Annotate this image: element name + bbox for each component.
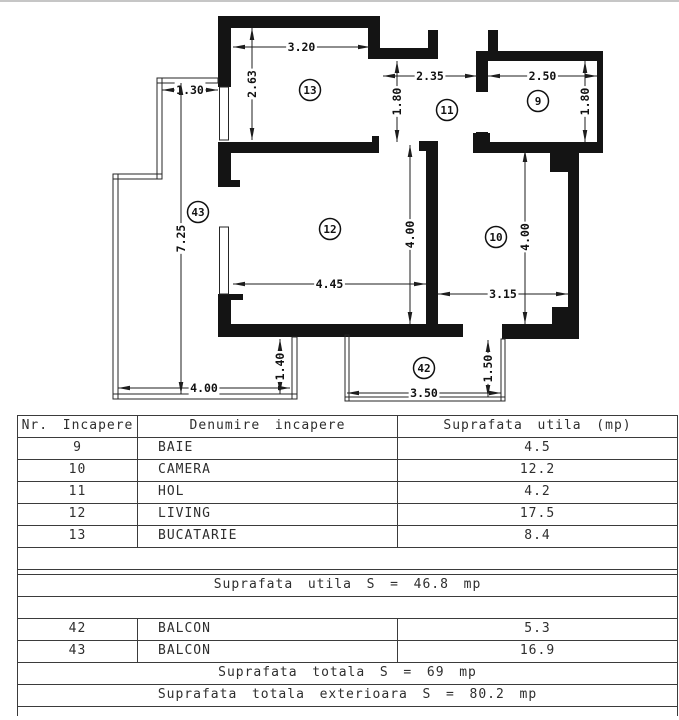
room-number-text: 43 bbox=[191, 206, 205, 219]
room-area: 5.3 bbox=[398, 619, 678, 641]
wall bbox=[372, 136, 379, 142]
room-number-marker bbox=[188, 202, 209, 223]
wall bbox=[218, 294, 243, 300]
floor-plan bbox=[0, 2, 679, 415]
room-number-marker bbox=[486, 227, 507, 248]
svg-text:4.00: 4.00 bbox=[190, 381, 218, 395]
room-name: LIVING bbox=[138, 504, 398, 526]
dimension-label bbox=[518, 222, 533, 253]
room-nr: 12 bbox=[18, 504, 138, 526]
room-name: CAMERA bbox=[138, 460, 398, 482]
summary-utila-text: Suprafata utila S = 46.8 mp bbox=[18, 575, 678, 597]
dimension-label bbox=[409, 386, 440, 401]
total-text: Suprafata totala S = 69 mp bbox=[18, 663, 678, 685]
areas-table bbox=[17, 415, 678, 716]
svg-text:1.80: 1.80 bbox=[390, 87, 404, 116]
dimension-label bbox=[273, 351, 288, 382]
room-name: BALCON bbox=[138, 619, 398, 641]
wall bbox=[428, 30, 438, 50]
room-name: BALCON bbox=[138, 641, 398, 663]
wall bbox=[597, 51, 603, 152]
table-row bbox=[18, 526, 678, 548]
room-number-marker bbox=[300, 80, 321, 101]
room-number-text: 42 bbox=[417, 362, 431, 375]
balcony43-wall bbox=[113, 174, 118, 399]
svg-text:7.25: 7.25 bbox=[174, 224, 188, 253]
svg-text:2.35: 2.35 bbox=[416, 69, 444, 83]
total-ext-text: Suprafata totala exterioara S = 80.2 mp bbox=[18, 685, 678, 707]
wall bbox=[218, 324, 463, 337]
dimension-label bbox=[403, 219, 418, 250]
room-number-text: 10 bbox=[489, 231, 503, 244]
svg-text:4.00: 4.00 bbox=[403, 220, 417, 249]
table-row bbox=[18, 619, 678, 641]
svg-text:1.30: 1.30 bbox=[176, 83, 204, 97]
header-nr: Nr. Incapere bbox=[18, 416, 138, 438]
wall bbox=[218, 180, 240, 187]
dimension-label bbox=[245, 69, 260, 100]
room-nr: 10 bbox=[18, 460, 138, 482]
svg-text:3.20: 3.20 bbox=[287, 40, 316, 54]
cutoff-row bbox=[18, 707, 678, 717]
summary-utila-row bbox=[18, 575, 678, 597]
svg-text:2.63: 2.63 bbox=[245, 70, 259, 98]
dimension-label bbox=[314, 277, 345, 292]
wall bbox=[476, 61, 488, 92]
room-rows bbox=[18, 438, 678, 548]
wall bbox=[218, 142, 379, 153]
svg-text:4.00: 4.00 bbox=[518, 223, 532, 251]
dimension-label bbox=[175, 83, 206, 98]
room-number-marker bbox=[437, 100, 458, 121]
room-number-marker bbox=[320, 219, 341, 240]
svg-text:3.15: 3.15 bbox=[489, 287, 517, 301]
summary-rows bbox=[18, 548, 678, 619]
svg-text:1.50: 1.50 bbox=[481, 354, 495, 383]
wall bbox=[419, 141, 426, 151]
balcony43-wall bbox=[292, 337, 297, 399]
balcony42-wall bbox=[345, 335, 349, 401]
room-name: BAIE bbox=[138, 438, 398, 460]
dimension-label bbox=[189, 381, 220, 396]
room-nr: 9 bbox=[18, 438, 138, 460]
room-number-text: 13 bbox=[303, 84, 317, 97]
room-nr: 11 bbox=[18, 482, 138, 504]
room-name: HOL bbox=[138, 482, 398, 504]
table-row bbox=[18, 641, 678, 663]
room-area: 4.2 bbox=[398, 482, 678, 504]
table-row bbox=[18, 460, 678, 482]
wall bbox=[218, 16, 231, 87]
svg-text:4.45: 4.45 bbox=[315, 277, 344, 291]
wall bbox=[218, 16, 375, 28]
dimension-label bbox=[578, 86, 593, 117]
room-area: 4.5 bbox=[398, 438, 678, 460]
dimension-label bbox=[488, 287, 519, 302]
table-row bbox=[18, 504, 678, 526]
room-area: 8.4 bbox=[398, 526, 678, 548]
room-area: 12.2 bbox=[398, 460, 678, 482]
wall bbox=[476, 51, 603, 61]
wall bbox=[426, 141, 438, 324]
dimension-label bbox=[481, 353, 496, 384]
empty-row bbox=[18, 597, 678, 619]
balcony-outline-layer bbox=[113, 78, 505, 401]
kitchen-window bbox=[220, 87, 229, 140]
balcony43-wall bbox=[113, 174, 162, 179]
balcony-rows bbox=[18, 619, 678, 663]
dimension-label bbox=[390, 86, 405, 117]
dimension-label bbox=[286, 40, 317, 55]
balcony42-wall bbox=[501, 339, 505, 401]
room-area: 17.5 bbox=[398, 504, 678, 526]
svg-text:1.80: 1.80 bbox=[578, 87, 592, 116]
svg-text:3.50: 3.50 bbox=[410, 386, 438, 400]
wall bbox=[488, 30, 498, 51]
svg-text:2.50: 2.50 bbox=[528, 69, 557, 83]
room-nr: 43 bbox=[18, 641, 138, 663]
empty-row bbox=[18, 548, 678, 570]
dimension-label bbox=[415, 69, 446, 84]
room-nr: 13 bbox=[18, 526, 138, 548]
table-row bbox=[18, 482, 678, 504]
wall bbox=[368, 48, 438, 59]
total-row bbox=[18, 663, 678, 685]
room-name: BUCATARIE bbox=[138, 526, 398, 548]
wall bbox=[476, 142, 550, 149]
table-header-row bbox=[18, 416, 678, 438]
room-nr: 42 bbox=[18, 619, 138, 641]
wall bbox=[218, 294, 231, 337]
header-suprafata: Suprafata utila (mp) bbox=[398, 416, 678, 438]
table-row bbox=[18, 438, 678, 460]
total-rows bbox=[18, 663, 678, 717]
room-number-text: 9 bbox=[534, 95, 542, 108]
dimension-label bbox=[527, 69, 558, 84]
room-number-marker bbox=[528, 91, 549, 112]
wall bbox=[368, 16, 380, 50]
svg-text:1.40: 1.40 bbox=[273, 352, 287, 381]
living-window bbox=[220, 227, 229, 294]
room-number-text: 11 bbox=[440, 104, 454, 117]
dimension-label bbox=[174, 223, 189, 254]
room-number-text: 12 bbox=[323, 223, 337, 236]
balcony43-wall bbox=[157, 78, 162, 179]
total-ext-row bbox=[18, 685, 678, 707]
room-number-marker bbox=[414, 358, 435, 379]
header-denumire: Denumire incapere bbox=[138, 416, 398, 438]
room-area: 16.9 bbox=[398, 641, 678, 663]
